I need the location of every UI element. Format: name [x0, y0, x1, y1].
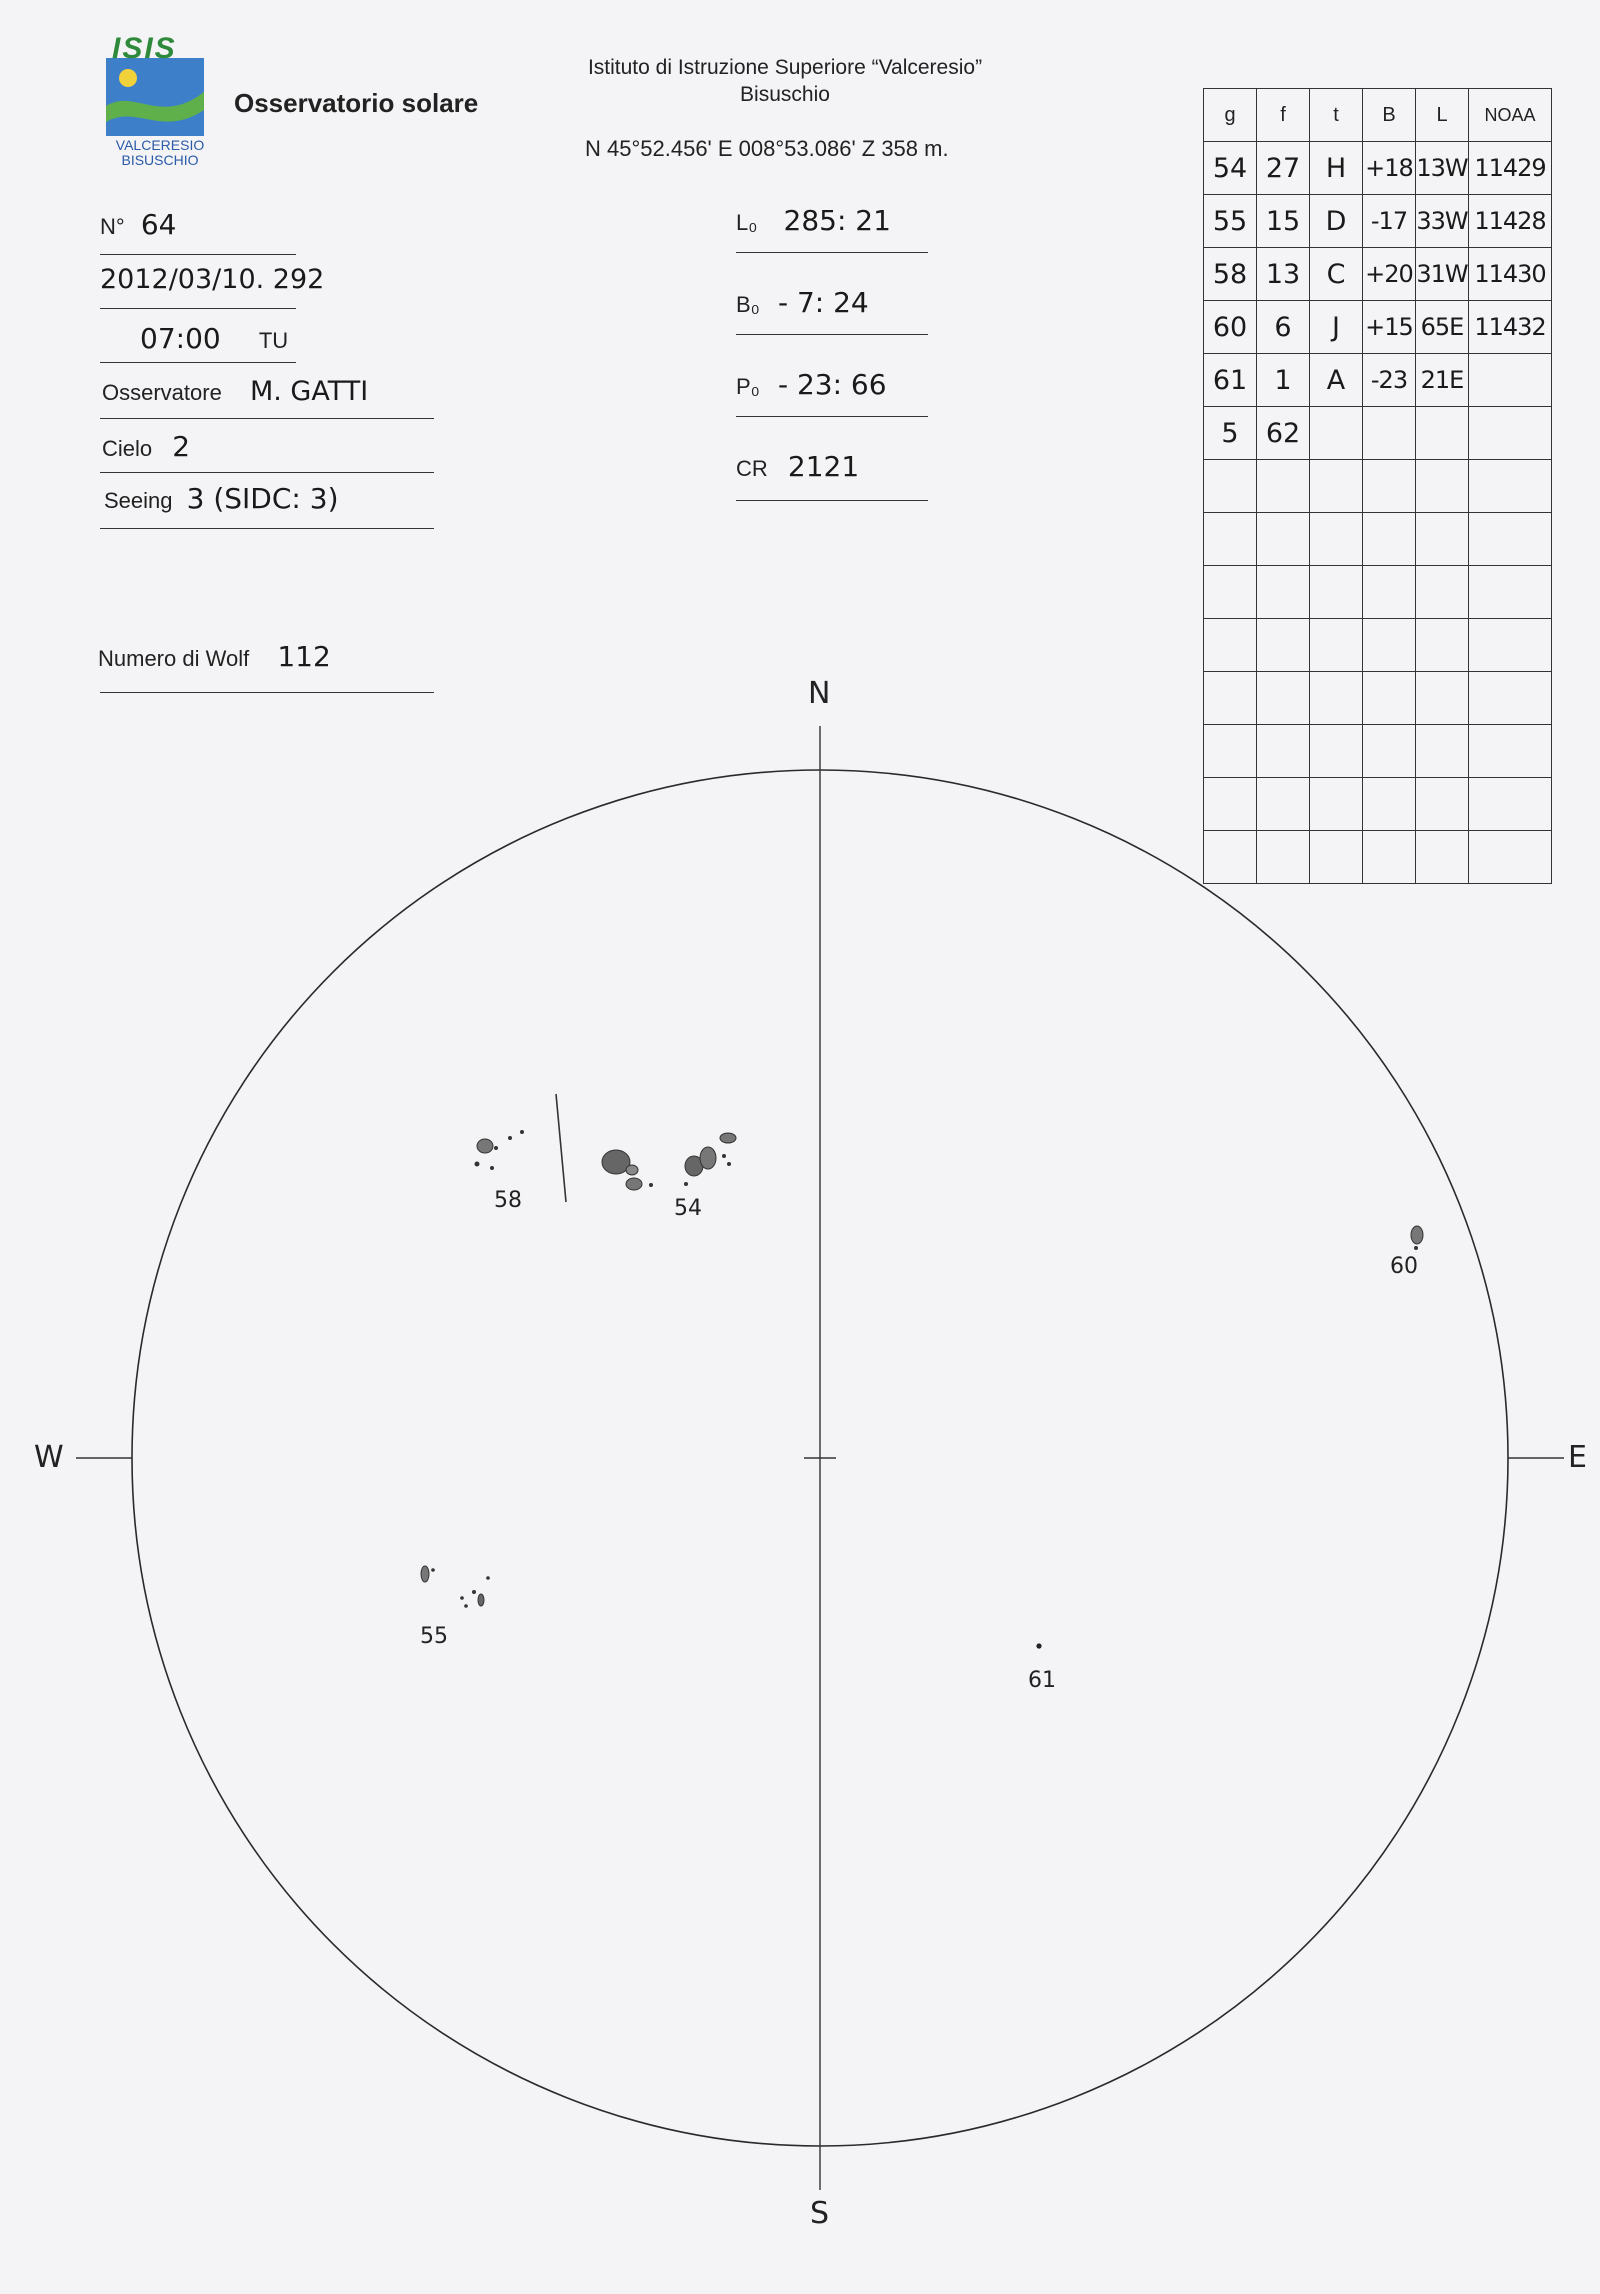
cell-g: 60: [1204, 301, 1257, 354]
group-label-60: 60: [1390, 1254, 1418, 1279]
cell-b: +15: [1363, 301, 1416, 354]
cell-g: 5: [1204, 407, 1257, 460]
l0-value: 285: 21: [783, 204, 891, 237]
observatory-title: Osservatorio solare: [234, 88, 479, 118]
cell-b: -17: [1363, 195, 1416, 248]
cell-t: J: [1310, 301, 1363, 354]
cell-g: 58: [1204, 248, 1257, 301]
cell-l: 21E: [1416, 354, 1469, 407]
p0-value: - 23: 66: [777, 368, 887, 401]
logo-subtitle-line2: BISUSCHIO: [121, 152, 199, 168]
cell-g: 61: [1204, 354, 1257, 407]
group-54-spots: [602, 1133, 736, 1190]
cell-f: 15: [1257, 195, 1310, 248]
cell-f: 1: [1257, 354, 1310, 407]
cell-b: +20: [1363, 248, 1416, 301]
logo-subtitle-line1: VALCERESIO: [115, 137, 205, 153]
cell-t: H: [1310, 142, 1363, 195]
wolf-value: 112: [277, 640, 331, 673]
group-label-55: 55: [420, 1624, 448, 1649]
number-label: N°: [100, 214, 125, 239]
institute-town: Bisuschio: [740, 83, 830, 106]
cell-f: 27: [1257, 142, 1310, 195]
seeing-label: Seeing: [104, 488, 173, 513]
group-58-54-divider: [556, 1094, 566, 1202]
header-g: g: [1204, 89, 1257, 142]
p0-label: P₀: [736, 374, 760, 399]
seeing-value: 3 (SIDC: 3): [186, 482, 339, 515]
wolf-label: Numero di Wolf: [98, 646, 250, 671]
observatory-coordinates: N 45°52.456' E 008°53.086' Z 358 m.: [585, 136, 949, 161]
cell-f: 13: [1257, 248, 1310, 301]
direction-west: W: [34, 1440, 64, 1475]
group-55-spots: [421, 1566, 490, 1608]
direction-north: N: [808, 676, 831, 711]
cell-l: 33W: [1416, 195, 1469, 248]
direction-south: S: [810, 2196, 830, 2231]
header-l: L: [1416, 89, 1469, 142]
cell-l: 65E: [1416, 301, 1469, 354]
cell-g: 55: [1204, 195, 1257, 248]
cell-b: +18: [1363, 142, 1416, 195]
date-value: 2012/03/10. 292: [100, 264, 325, 295]
b0-label: B₀: [736, 292, 760, 317]
group-60-spots: [1411, 1226, 1423, 1250]
cell-noaa: 11430: [1469, 248, 1552, 301]
cell-f: 6: [1257, 301, 1310, 354]
observer-label: Osservatore: [102, 380, 222, 405]
header-noaa: NOAA: [1469, 89, 1552, 142]
cell-t: D: [1310, 195, 1363, 248]
sky-label: Cielo: [102, 436, 153, 461]
header-f: f: [1257, 89, 1310, 142]
observer-value: M. GATTI: [249, 376, 369, 407]
group-label-54: 54: [674, 1196, 702, 1221]
group-61-spots: [1036, 1643, 1041, 1648]
cell-noaa: 11432: [1469, 301, 1552, 354]
direction-east: E: [1568, 1440, 1587, 1475]
cell-l: 31W: [1416, 248, 1469, 301]
institute-name: Istituto di Istruzione Superiore “Valceresio”: [587, 56, 983, 79]
cell-noaa: 11428: [1469, 195, 1552, 248]
time-unit: TU: [258, 328, 289, 353]
cr-label: CR: [736, 456, 768, 481]
cell-t: C: [1310, 248, 1363, 301]
time-value: 07:00: [140, 322, 221, 355]
group-58-spots: [475, 1130, 525, 1170]
l0-label: L₀: [736, 210, 758, 235]
group-label-58: 58: [494, 1188, 522, 1213]
cell-b: -23: [1363, 354, 1416, 407]
cr-value: 2121: [787, 450, 860, 483]
header-t: t: [1310, 89, 1363, 142]
group-label-61: 61: [1028, 1668, 1056, 1693]
logo-title: ISIS: [112, 32, 177, 65]
b0-value: - 7: 24: [777, 286, 869, 319]
cell-l: 13W: [1416, 142, 1469, 195]
sky-value: 2: [172, 430, 191, 463]
cell-noaa: 11429: [1469, 142, 1552, 195]
number-value: 64: [140, 208, 177, 241]
cell-f: 62: [1257, 407, 1310, 460]
cell-t: A: [1310, 354, 1363, 407]
cell-g: 54: [1204, 142, 1257, 195]
header-b: B: [1363, 89, 1416, 142]
